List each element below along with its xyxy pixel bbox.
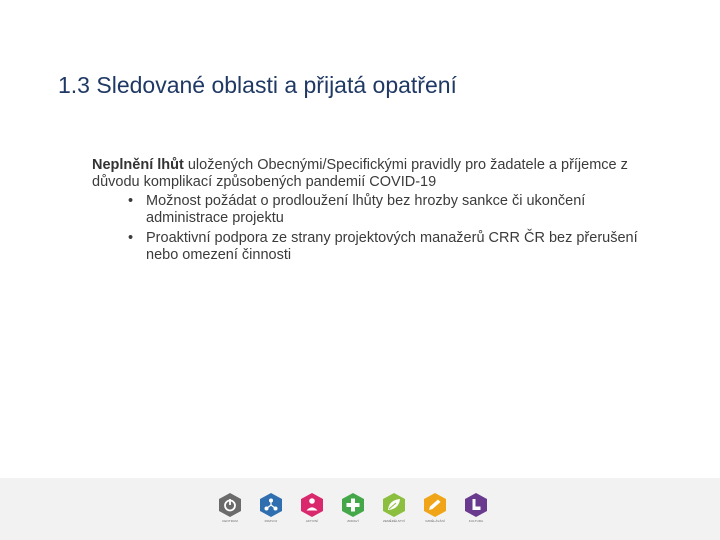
power-icon (217, 492, 243, 518)
person-icon (299, 492, 325, 518)
footer-logo-row (216, 492, 490, 523)
slide-content (92, 157, 652, 267)
logo-caption: AKTIVNÍ (305, 519, 319, 523)
bullet-list (92, 193, 652, 264)
footer-logo (421, 492, 449, 523)
footer-logo (380, 492, 408, 523)
slide-title: 1.3 Sledované oblasti a přijatá opatření (58, 72, 457, 98)
logo-caption: KULTURA (468, 519, 484, 523)
footer-logo (298, 492, 326, 523)
bullet-text: Proaktivní podpora ze strany projektových manažerů CRR ČR bez přerušení nebo omezení činnosti (146, 230, 638, 263)
logo-caption: ROZVOJ (264, 519, 278, 523)
pencil-icon (422, 492, 448, 518)
plus-icon (340, 492, 366, 518)
bullet-text: Možnost požádat o prodloužení lhůty bez hrozby sankce či ukončení administrace projektu (146, 193, 586, 226)
boot-icon (463, 492, 489, 518)
bullet-item (128, 193, 652, 227)
intro-text: uložených Obecnými/Specifickými pravidly pro žadatele a příjemce z důvodu komplikací způsobených pandemií COVID-19 (92, 157, 628, 190)
network-icon (258, 492, 284, 518)
bullet-glyph: • (128, 193, 134, 209)
bullet-glyph: • (128, 230, 134, 246)
logo-caption: VZDĚLÁVÁNÍ (425, 519, 445, 523)
leaf-icon (381, 492, 407, 518)
footer-logo (462, 492, 490, 523)
logo-caption: ZDRAVÍ (347, 519, 359, 523)
bullet-item (128, 230, 652, 264)
footer-logo (339, 492, 367, 523)
intro-paragraph (92, 157, 652, 191)
footer-logo (216, 492, 244, 523)
footer-logo (257, 492, 285, 523)
logo-caption: ZEMĚDĚLSTVÍ (383, 519, 405, 523)
logo-caption: CENTRUM (222, 519, 238, 523)
intro-bold-text: Neplnění lhůt (92, 157, 184, 173)
